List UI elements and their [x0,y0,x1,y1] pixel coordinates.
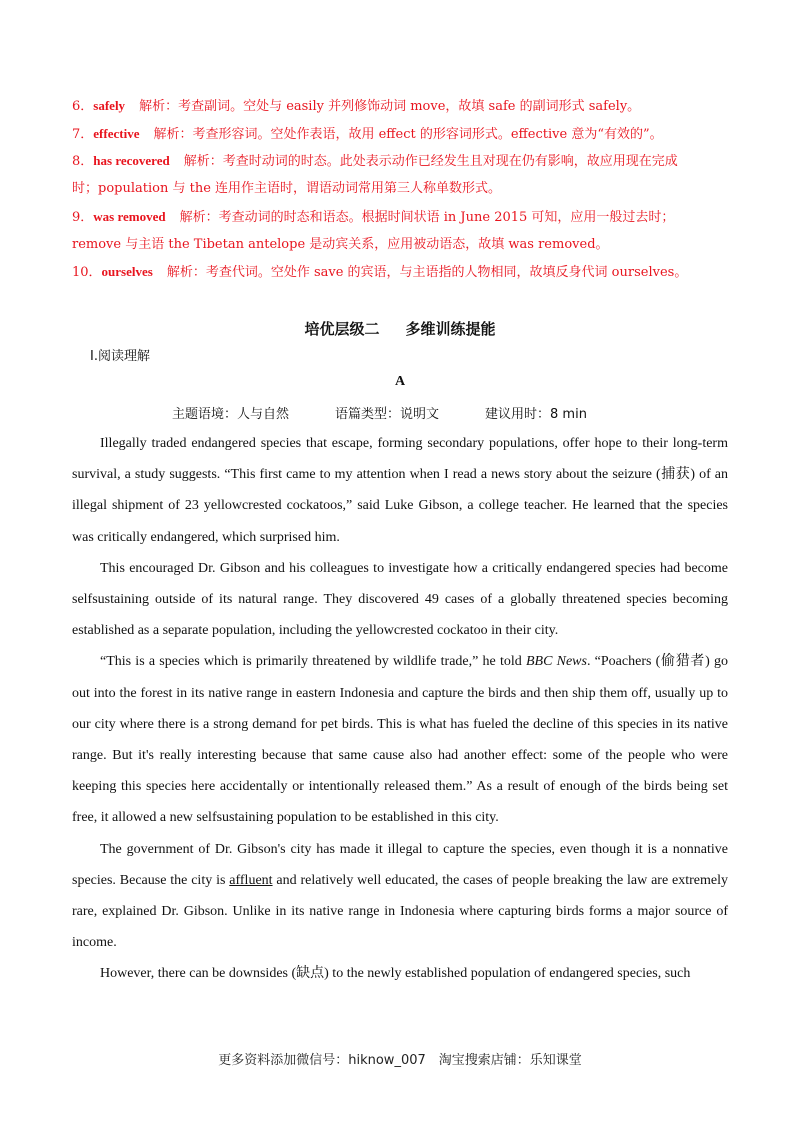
answer-explanation: 时；population 与 the 连用作主语时，谓语动词常用第三人称单数形式。 [72,181,502,196]
paragraph-4 [72,834,728,959]
answer-number: 6． [72,99,94,114]
answer-line-8 [72,152,732,171]
paragraph-1: Illegally traded endangered species that escape, forming secondary populations, offer hope to their long-term survival, a study suggests. “This first came to my attention when I read a news story about the seizure (捕获) of an illegal shipment of 23 yellowcrested cockatoos,” said Luke Gibson, a college teacher. He learned that the species was critically endangered, which surprised him. [72,436,728,545]
answer-explanation: 解析：考查副词。空处与 easily 并列修饰动词 move，故填 safe 的副词形式 safely。 [139,99,641,114]
meta-time: 建议用时：8 min [485,407,587,422]
title-level: 培优层级二 [304,320,380,338]
answer-explanation: 解析：考查形容词。空处作表语，故用 effect 的形容词形式。effective 意为“有效的”。 [153,127,663,142]
answer-word: ourselves [101,264,153,279]
paragraph-3-text-cont: . “Poachers (偷猎者) go out into the forest in its native range in eastern Indonesia and capture the birds and then ship them off, usually up to our city where there is a strong demand for pet birds. This is what has fueled the decline of this species in its native range. But it's really interesting because that same cause also had another effect: some of the people who were keeping this species here accidentally or intentionally released them.” As a result of enough of the birds being set free, it allowed a new selfsustaining population to be established in this city. [72,654,729,826]
answer-number: 9． [72,210,94,225]
answer-word: has recovered [93,153,170,168]
section-heading: Ⅰ.阅读理解 [90,349,150,364]
meta-type: 语篇类型：说明文 [335,407,440,422]
paragraph-2: This encouraged Dr. Gibson and his colleagues to investigate how a critically endangered species had become selfsustaining outside of its natural range. They discovered 49 cases of a globally threatened species becoming established as a separate population, including the yellowcrested cockatoo in their city. [72,560,728,639]
answer-word: safely [93,98,126,113]
reading-passage [72,428,728,990]
answer-line-7 [72,125,732,144]
paragraph-4-text: The government of Dr. Gibson's city has made it illegal to capture the species, even though it is a nonnative species. Because the city is [72,841,728,888]
meta-theme: 主题语境：人与自然 [172,407,290,422]
answer-line-10 [72,263,732,282]
answer-line-9-cont [72,236,732,254]
answer-number: 7． [72,127,94,142]
underlined-word: affluent [229,872,273,888]
answer-word: was removed [93,209,166,224]
answer-line-6 [72,97,732,116]
answer-explanation: 解析：考查动词的时态和语态。根据时间状语 in June 2015 可知，应用一般过去时； [179,210,675,225]
source-name: BBC News [525,654,587,670]
paragraph-3 [72,646,728,833]
paragraph-5: However, there can be downsides (缺点) to the newly established population of endangered species, such [100,966,691,982]
answer-explanation: 解析：考查代词。空处作 save 的宾语，与主语指的人物相同，故填反身代词 ourselves。 [166,265,688,280]
page-footer: 更多资料添加微信号：hiknow_007 淘宝搜索店铺：乐知课堂 [218,1053,582,1068]
answer-line-9 [72,208,732,227]
answer-explanation: remove 与主语 the Tibetan antelope 是动宾关系，应用被动语态，故填 was removed。 [72,237,609,252]
answer-number: 8． [72,154,94,169]
answer-line-8-cont [72,180,732,198]
passage-letter: A [394,374,406,389]
passage-meta [172,403,587,422]
answer-word: effective [93,126,140,141]
paragraph-3-text: “This is a species which is primarily threatened by wildlife trade,” he told [100,654,526,670]
section-title [0,318,800,339]
paragraph-4-text-cont: and relatively well educated, the cases of people breaking the law are extremely rare, explained Dr. Gibson. Unlike in its native range in Indonesia where capturing birds forms a major source of income. [72,872,728,951]
title-subtitle: 多维训练提能 [405,320,496,338]
answer-explanation: 解析：考查时动词的时态。此处表示动作已经发生且对现在仍有影响，故应用现在完成 [183,154,678,169]
answer-number: 10． [72,265,102,280]
